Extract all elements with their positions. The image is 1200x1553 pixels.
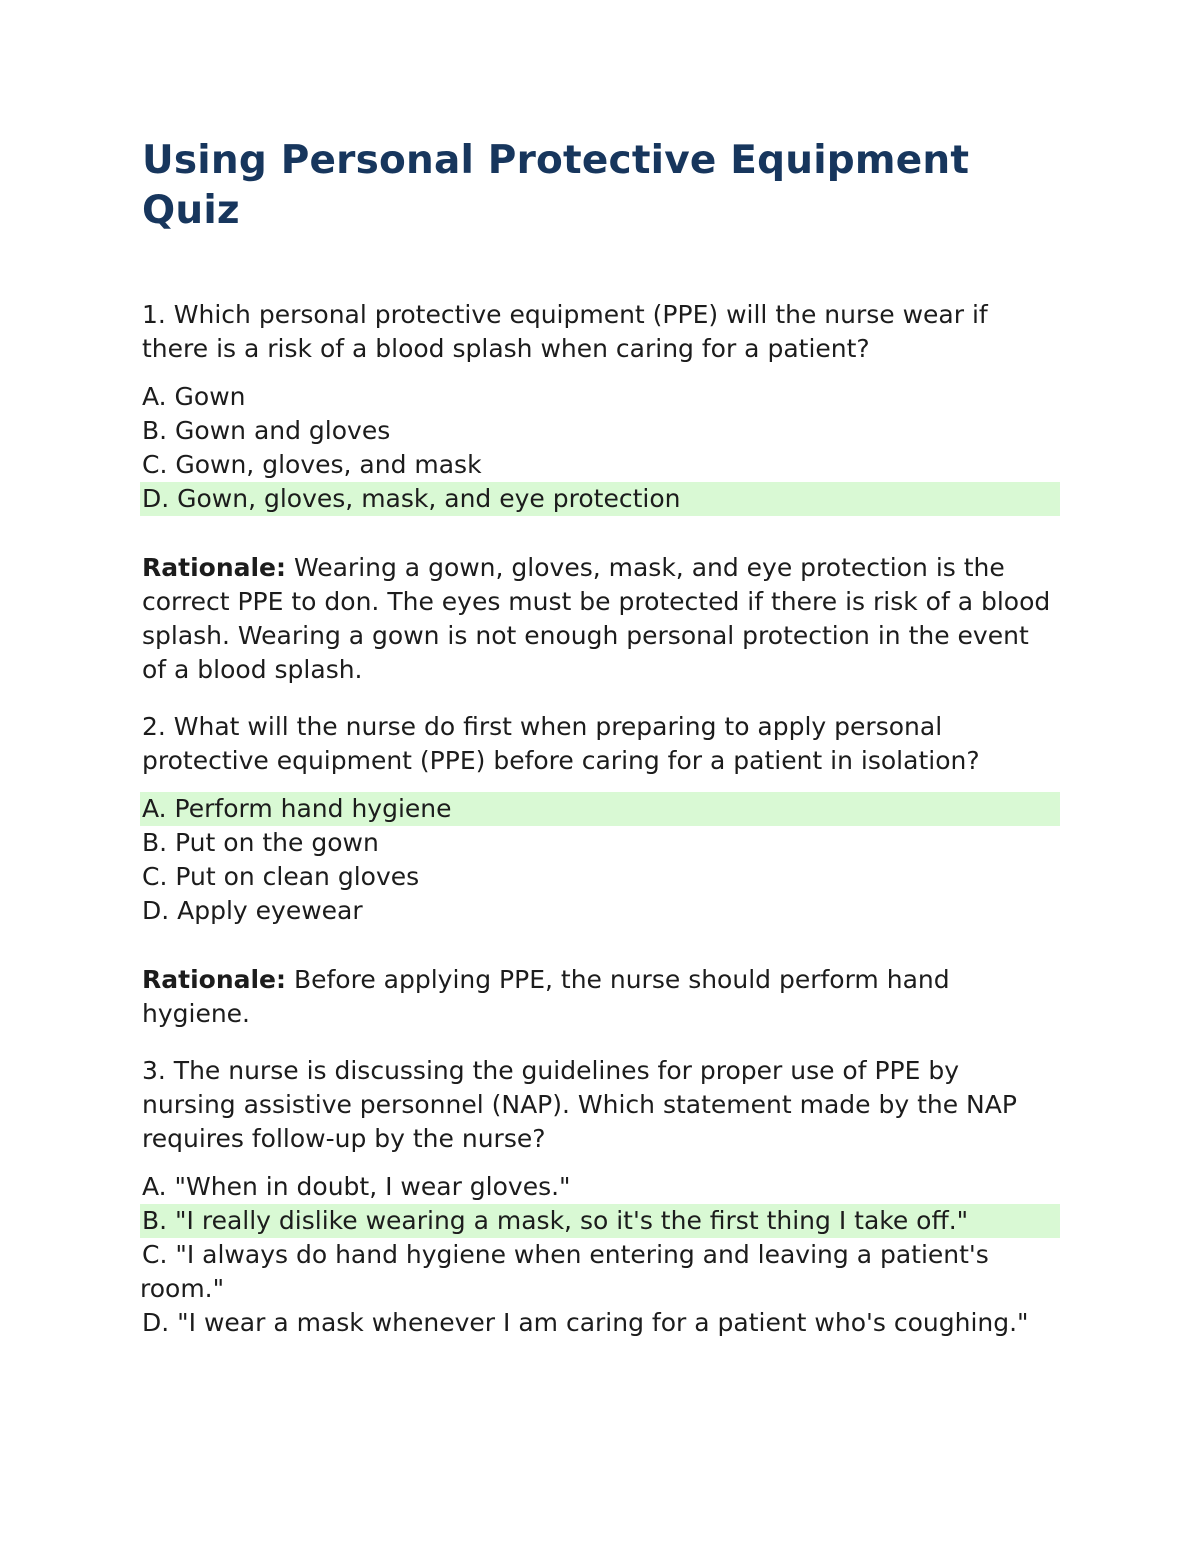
question-1-option-b: B. Gown and gloves (142, 416, 391, 445)
question-1-option-c: C. Gown, gloves, and mask (142, 450, 482, 479)
question-3-options (142, 1170, 1060, 1340)
question-3-option-c: C. "I always do hand hygiene when entering and leaving a patient's room." (140, 1240, 989, 1303)
question-3-option-a: A. "When in doubt, I wear gloves." (142, 1172, 571, 1201)
rationale-label: Rationale: (142, 553, 287, 582)
question-2-prompt: 2. What will the nurse do first when preparing to apply personal protective equipment (PPE) before caring for a patient in isolation? (142, 712, 980, 775)
rationale-text: Wearing a gown, gloves, mask, and eye protection is the correct PPE to don. The eyes must be protected if there is risk of a blood splash. Wearing a gown is not enough personal protection in the event of a blood splash. (142, 553, 1051, 684)
question-3-option-d: D. "I wear a mask whenever I am caring for a patient who's coughing." (142, 1308, 1029, 1337)
question-1-prompt: 1. Which personal protective equipment (PPE) will the nurse wear if there is a risk of a blood splash when caring for a patient? (142, 300, 988, 363)
document-page (142, 136, 1060, 1340)
question-2-option-d: D. Apply eyewear (142, 896, 363, 925)
question-2-option-b: B. Put on the gown (142, 828, 379, 857)
question-3-option-b-correct: B. "I really dislike wearing a mask, so it's the first thing I take off." (140, 1204, 1060, 1238)
question-1-option-d-correct: D. Gown, gloves, mask, and eye protection (140, 482, 1060, 516)
question-3-prompt: 3. The nurse is discussing the guidelines for proper use of PPE by nursing assistive personnel (NAP). Which statement made by the NAP requires follow-up by the nurse? (142, 1056, 1017, 1153)
question-2-option-a-correct: A. Perform hand hygiene (140, 792, 1060, 826)
rationale-label: Rationale: (142, 965, 287, 994)
question-1-options (142, 380, 1060, 516)
question-2-rationale (142, 963, 1060, 1031)
question-2-options (142, 792, 1060, 928)
question-2-option-c: C. Put on clean gloves (142, 862, 420, 891)
question-1-option-a: A. Gown (142, 382, 246, 411)
rationale-text: Before applying PPE, the nurse should perform hand hygiene. (142, 965, 950, 1028)
quiz-title: Using Personal Protective Equipment Quiz (142, 138, 970, 233)
question-1-rationale (142, 551, 1060, 687)
